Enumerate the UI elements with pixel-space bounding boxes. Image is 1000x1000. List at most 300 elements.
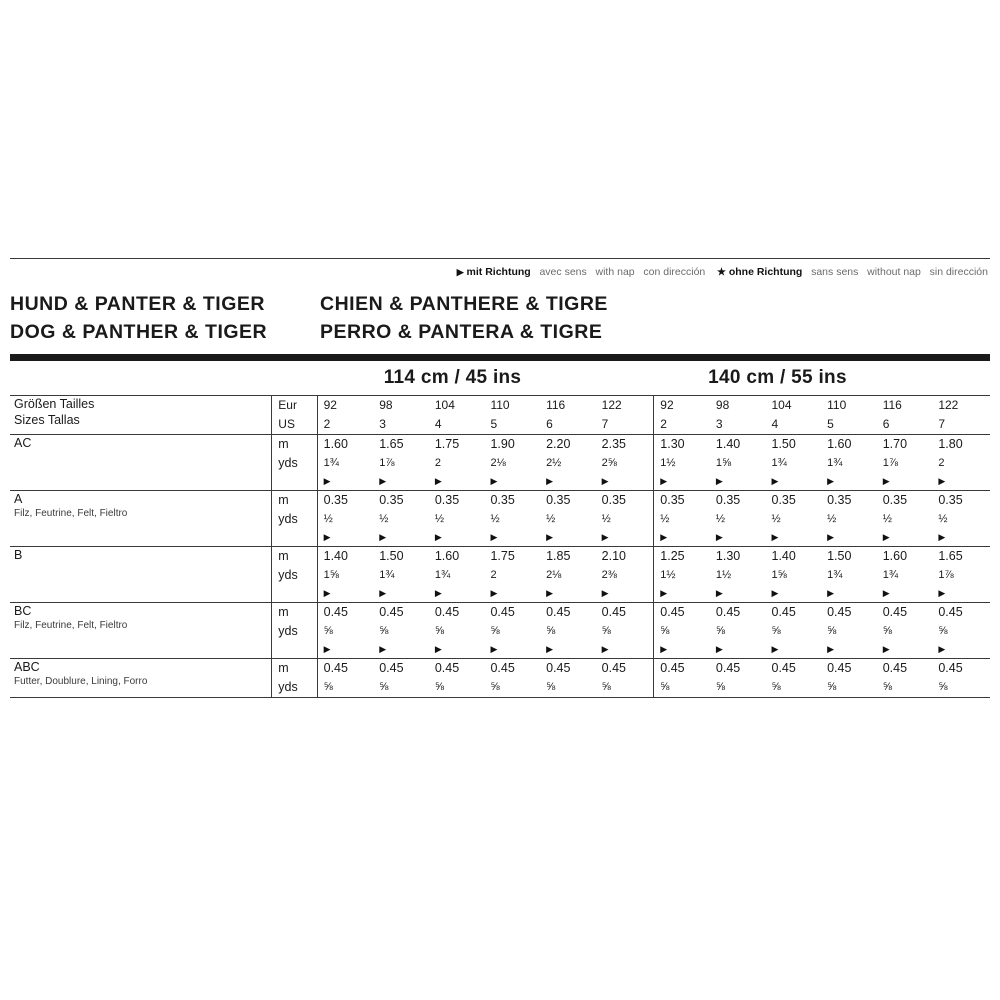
value-cell xyxy=(654,491,712,547)
sizes-header-row xyxy=(10,396,990,435)
size-us-right-6: 7 xyxy=(938,417,946,431)
meters-value: 2.35 xyxy=(601,437,627,451)
value-cell xyxy=(712,547,768,603)
yards-value: 1¾ xyxy=(323,457,339,469)
size-eur-right-1: 92 xyxy=(660,398,674,412)
value-cell xyxy=(542,435,598,491)
without-nap-de: ohne Richtung xyxy=(728,266,803,278)
nap-arrow-icon: ▶ xyxy=(660,532,668,542)
size-col-right-4 xyxy=(823,396,879,435)
nap-arrow-icon: ▶ xyxy=(434,588,442,598)
yards-value: ⅝ xyxy=(546,625,556,637)
meters-value: 0.35 xyxy=(434,493,460,507)
value-cell xyxy=(486,603,542,659)
nap-arrow-icon: ▶ xyxy=(601,476,609,486)
value-cell xyxy=(934,603,990,659)
value-cell xyxy=(486,547,542,603)
nap-arrow-icon: ▶ xyxy=(827,532,835,542)
value-cell xyxy=(598,435,654,491)
nap-arrow-icon: ▶ xyxy=(323,588,331,598)
nap-arrow-icon: ▶ xyxy=(938,644,946,654)
yards-value: ⅝ xyxy=(490,625,500,637)
size-col-right-6 xyxy=(934,396,990,435)
nap-arrow-icon: ▶ xyxy=(434,644,442,654)
yards-value: ½ xyxy=(434,513,445,525)
value-cell xyxy=(317,659,375,698)
value-cell xyxy=(431,659,487,698)
nap-legend xyxy=(10,265,990,280)
value-cell xyxy=(768,547,824,603)
without-nap-fr: sans sens xyxy=(811,266,859,278)
meters-value: 0.35 xyxy=(771,493,796,507)
yards-value: ⅝ xyxy=(379,625,389,637)
value-cell xyxy=(879,547,935,603)
size-eur-right-3: 104 xyxy=(771,398,792,412)
size-system-eur: Eur xyxy=(278,398,297,412)
yards-value: 2⅛ xyxy=(490,457,506,469)
nap-arrow-icon: ▶ xyxy=(715,588,723,598)
size-eur-left-3: 104 xyxy=(434,398,455,412)
meters-value: 1.60 xyxy=(434,549,460,563)
fabric-width-headers xyxy=(10,361,990,395)
nap-arrow-icon: ▶ xyxy=(323,644,331,654)
nap-arrow-icon: ▶ xyxy=(601,644,609,654)
meters-value: 0.45 xyxy=(660,661,685,675)
meters-value: 1.40 xyxy=(771,549,796,563)
fabric-width-left: 114 cm / 45 ins xyxy=(383,367,522,388)
meters-value: 0.35 xyxy=(938,493,963,507)
nap-arrow-icon: ▶ xyxy=(882,644,890,654)
meters-value: 0.35 xyxy=(379,493,404,507)
yards-value: ½ xyxy=(938,513,948,525)
size-us-left-2: 3 xyxy=(379,417,386,431)
with-nap-icon: ▶ xyxy=(456,267,464,278)
unit-cell xyxy=(272,659,317,698)
meters-value: 0.45 xyxy=(490,661,515,675)
title-en: DOG & PANTHER & TIGER xyxy=(10,321,268,343)
meters-value: 0.35 xyxy=(546,493,571,507)
title-fr: CHIEN & PANTHERE & TIGRE xyxy=(320,293,608,315)
value-cell xyxy=(375,491,431,547)
view-label: AC xyxy=(14,436,32,450)
yards-value: ⅝ xyxy=(379,681,389,693)
value-cell xyxy=(768,435,824,491)
value-cell xyxy=(431,603,487,659)
size-eur-left-6: 122 xyxy=(601,398,622,412)
nap-arrow-icon: ▶ xyxy=(546,532,553,542)
value-cell xyxy=(317,491,375,547)
value-cell xyxy=(712,491,768,547)
nap-arrow-icon: ▶ xyxy=(771,588,779,598)
yards-value: ⅝ xyxy=(434,681,445,693)
size-eur-right-4: 110 xyxy=(827,398,847,412)
meters-value: 1.40 xyxy=(323,549,348,563)
yards-value: ½ xyxy=(827,513,837,525)
meters-value: 1.60 xyxy=(827,437,852,451)
value-cell xyxy=(598,491,654,547)
yards-value: 1⅞ xyxy=(882,457,899,469)
view-label: A xyxy=(14,492,23,506)
pattern-titles xyxy=(10,290,990,350)
yards-value: 2 xyxy=(434,457,441,469)
row-label-cell xyxy=(10,603,272,659)
nap-arrow-icon: ▶ xyxy=(771,644,779,654)
size-col-left-5 xyxy=(542,396,598,435)
value-cell xyxy=(879,435,935,491)
meters-value: 0.45 xyxy=(434,605,460,619)
yards-value: ⅝ xyxy=(546,681,556,693)
yards-value: 2½ xyxy=(546,457,562,469)
size-eur-left-1: 92 xyxy=(323,398,337,412)
meters-value: 1.65 xyxy=(938,549,963,563)
size-eur-left-5: 116 xyxy=(546,398,566,412)
nap-arrow-icon: ▶ xyxy=(715,476,723,486)
meters-value: 1.50 xyxy=(771,437,796,451)
meters-value: 2.10 xyxy=(601,549,627,563)
size-eur-right-6: 122 xyxy=(938,398,959,412)
meters-value: 0.45 xyxy=(715,661,741,675)
yards-value: ⅝ xyxy=(771,681,781,693)
meters-value: 0.35 xyxy=(827,493,852,507)
sizes-system-column xyxy=(272,396,317,435)
yards-value: 1½ xyxy=(660,457,676,469)
meters-value: 0.45 xyxy=(827,605,852,619)
value-cell xyxy=(542,659,598,698)
size-us-left-6: 7 xyxy=(601,417,609,431)
nap-arrow-icon: ▶ xyxy=(771,532,779,542)
nap-arrow-icon: ▶ xyxy=(490,644,498,654)
yards-value: 1⅝ xyxy=(771,569,787,581)
nap-arrow-icon: ▶ xyxy=(660,588,668,598)
yards-value: ⅝ xyxy=(771,625,781,637)
value-cell xyxy=(823,603,879,659)
meters-value: 0.45 xyxy=(715,605,741,619)
unit-yards: yds xyxy=(278,624,298,638)
yards-value: ⅝ xyxy=(601,681,611,693)
nap-arrow-icon: ▶ xyxy=(715,532,723,542)
meters-value: 1.50 xyxy=(379,549,404,563)
yards-value: 2⅝ xyxy=(601,457,617,469)
nap-arrow-icon: ▶ xyxy=(715,644,723,654)
size-col-right-1 xyxy=(654,396,712,435)
nap-arrow-icon: ▶ xyxy=(379,532,387,542)
yards-value: 1½ xyxy=(660,569,676,581)
value-cell xyxy=(823,435,879,491)
value-cell xyxy=(654,547,712,603)
without-nap-es: sin dirección xyxy=(929,266,988,278)
unit-yards: yds xyxy=(278,680,298,694)
size-col-left-3 xyxy=(431,396,487,435)
value-cell xyxy=(654,603,712,659)
yards-value: ⅝ xyxy=(938,681,948,693)
nap-arrow-icon: ▶ xyxy=(882,476,890,486)
view-label: B xyxy=(14,548,23,562)
size-col-right-5 xyxy=(879,396,935,435)
fabric-note: Filz, Feutrine, Felt, Fieltro xyxy=(14,620,128,631)
meters-value: 1.75 xyxy=(434,437,460,451)
yards-value: ⅝ xyxy=(434,625,445,637)
nap-arrow-icon: ▶ xyxy=(938,476,946,486)
row-label-cell xyxy=(10,435,272,491)
table-row xyxy=(10,603,990,659)
yards-value: ⅝ xyxy=(660,681,670,693)
nap-arrow-icon: ▶ xyxy=(546,644,553,654)
yards-value: ½ xyxy=(882,513,892,525)
meters-value: 0.45 xyxy=(546,605,571,619)
value-cell xyxy=(712,435,768,491)
size-eur-left-2: 98 xyxy=(379,398,393,412)
row-label-cell xyxy=(10,547,272,603)
table-row xyxy=(10,435,990,491)
unit-meters: m xyxy=(278,437,289,451)
meters-value: 0.45 xyxy=(660,605,685,619)
meters-value: 0.45 xyxy=(546,661,571,675)
size-eur-left-4: 110 xyxy=(490,398,510,412)
yards-value: 1¾ xyxy=(827,457,843,469)
meters-value: 1.30 xyxy=(715,549,741,563)
value-cell xyxy=(879,659,935,698)
fabric-note: Futter, Doublure, Lining, Forro xyxy=(14,676,148,687)
value-cell xyxy=(934,491,990,547)
sizes-header-label xyxy=(10,396,272,435)
size-col-left-6 xyxy=(598,396,654,435)
nap-arrow-icon: ▶ xyxy=(938,588,946,598)
title-es: PERRO & PANTERA & TIGRE xyxy=(320,321,603,343)
yards-value: ⅝ xyxy=(882,625,892,637)
nap-arrow-icon: ▶ xyxy=(660,644,668,654)
value-cell xyxy=(934,547,990,603)
value-cell xyxy=(712,603,768,659)
with-nap-fr: avec sens xyxy=(539,266,587,278)
nap-arrow-icon: ▶ xyxy=(827,644,835,654)
unit-yards: yds xyxy=(278,512,298,526)
yards-value: ⅝ xyxy=(323,625,333,637)
nap-arrow-icon: ▶ xyxy=(601,588,609,598)
value-cell xyxy=(823,659,879,698)
size-col-right-2 xyxy=(712,396,768,435)
meters-value: 1.60 xyxy=(323,437,348,451)
nap-arrow-icon: ▶ xyxy=(882,532,890,542)
title-underline xyxy=(10,354,990,361)
unit-cell xyxy=(272,491,317,547)
value-cell xyxy=(823,547,879,603)
meters-value: 0.45 xyxy=(601,661,627,675)
fabric-requirements-table xyxy=(10,395,990,698)
yards-value: ⅝ xyxy=(490,681,500,693)
unit-yards: yds xyxy=(278,456,298,470)
yards-value: 1¾ xyxy=(882,569,899,581)
value-cell xyxy=(375,603,431,659)
value-cell xyxy=(654,659,712,698)
nap-arrow-icon: ▶ xyxy=(771,476,779,486)
value-cell xyxy=(768,659,824,698)
size-us-right-5: 6 xyxy=(882,417,890,431)
nap-arrow-icon: ▶ xyxy=(490,532,498,542)
unit-meters: m xyxy=(278,493,289,507)
yards-value: 1¾ xyxy=(379,569,395,581)
fabric-width-right: 140 cm / 55 ins xyxy=(708,367,847,388)
meters-value: 1.25 xyxy=(660,549,685,563)
nap-arrow-icon: ▶ xyxy=(379,644,387,654)
value-cell xyxy=(654,435,712,491)
nap-arrow-icon: ▶ xyxy=(601,532,609,542)
nap-arrow-icon: ▶ xyxy=(490,476,498,486)
meters-value: 1.75 xyxy=(490,549,515,563)
meters-value: 1.30 xyxy=(660,437,685,451)
meters-value: 0.45 xyxy=(379,605,404,619)
meters-value: 1.80 xyxy=(938,437,963,451)
yards-value: ⅝ xyxy=(715,625,726,637)
yards-value: ⅝ xyxy=(827,625,837,637)
size-col-left-2 xyxy=(375,396,431,435)
value-cell xyxy=(375,547,431,603)
yards-value: 1⅝ xyxy=(715,457,732,469)
value-cell xyxy=(879,491,935,547)
value-cell xyxy=(317,435,375,491)
nap-arrow-icon: ▶ xyxy=(379,588,387,598)
size-col-right-3 xyxy=(768,396,824,435)
meters-value: 0.45 xyxy=(434,661,460,675)
sizes-label-de-fr: Größen Tailles xyxy=(14,397,95,411)
value-cell xyxy=(823,491,879,547)
value-cell xyxy=(598,659,654,698)
value-cell xyxy=(768,491,824,547)
title-line-english xyxy=(10,318,990,346)
nap-arrow-icon: ▶ xyxy=(827,476,835,486)
title-de: HUND & PANTER & TIGER xyxy=(10,293,265,315)
meters-value: 2.20 xyxy=(546,437,571,451)
yards-value: 2⅛ xyxy=(546,569,562,581)
meters-value: 0.45 xyxy=(938,661,963,675)
yards-value: ⅝ xyxy=(601,625,611,637)
size-system-us: US xyxy=(278,417,295,431)
meters-value: 0.35 xyxy=(660,493,685,507)
unit-meters: m xyxy=(278,549,289,563)
value-cell xyxy=(431,491,487,547)
without-nap-icon: ★ xyxy=(716,267,726,278)
nap-arrow-icon: ▶ xyxy=(490,588,498,598)
meters-value: 0.45 xyxy=(882,661,908,675)
fabric-requirements-sheet xyxy=(10,258,990,698)
view-label: ABC xyxy=(14,660,40,674)
size-us-left-5: 6 xyxy=(546,417,553,431)
with-nap-es: con dirección xyxy=(643,266,706,278)
nap-arrow-icon: ▶ xyxy=(827,588,835,598)
fabric-note: Filz, Feutrine, Felt, Fieltro xyxy=(14,508,128,519)
yards-value: ⅝ xyxy=(323,681,333,693)
yards-value: ½ xyxy=(715,513,726,525)
meters-value: 0.35 xyxy=(882,493,908,507)
meters-value: 0.45 xyxy=(379,661,404,675)
value-cell xyxy=(712,659,768,698)
yards-value: ⅝ xyxy=(882,681,892,693)
yards-value: 1⅞ xyxy=(379,457,395,469)
value-cell xyxy=(486,491,542,547)
nap-arrow-icon: ▶ xyxy=(434,476,442,486)
nap-arrow-icon: ▶ xyxy=(660,476,668,486)
without-nap-en: without nap xyxy=(867,266,921,278)
yards-value: ½ xyxy=(660,513,670,525)
value-cell xyxy=(934,659,990,698)
yards-value: ⅝ xyxy=(938,625,948,637)
unit-meters: m xyxy=(278,605,289,619)
meters-value: 0.35 xyxy=(601,493,627,507)
meters-value: 1.65 xyxy=(379,437,404,451)
size-eur-right-5: 116 xyxy=(882,398,902,412)
size-us-right-1: 2 xyxy=(660,417,667,431)
yards-value: ½ xyxy=(601,513,611,525)
size-us-left-1: 2 xyxy=(323,417,331,431)
meters-value: 1.70 xyxy=(882,437,908,451)
nap-arrow-icon: ▶ xyxy=(546,476,553,486)
meters-value: 1.50 xyxy=(827,549,852,563)
title-line-german xyxy=(10,290,990,318)
unit-cell xyxy=(272,547,317,603)
size-eur-right-2: 98 xyxy=(715,398,730,412)
table-row xyxy=(10,659,990,698)
meters-value: 0.45 xyxy=(323,661,348,675)
value-cell xyxy=(486,435,542,491)
row-label-cell xyxy=(10,659,272,698)
yards-value: 1⅞ xyxy=(938,569,954,581)
view-label: BC xyxy=(14,604,32,618)
nap-arrow-icon: ▶ xyxy=(546,588,553,598)
yards-value: ⅝ xyxy=(827,681,837,693)
value-cell xyxy=(768,603,824,659)
row-label-cell xyxy=(10,491,272,547)
yards-value: ½ xyxy=(771,513,781,525)
yards-value: 1⅝ xyxy=(323,569,339,581)
yards-value: 2 xyxy=(490,569,497,581)
nap-arrow-icon: ▶ xyxy=(882,588,890,598)
yards-value: ½ xyxy=(546,513,556,525)
meters-value: 0.35 xyxy=(323,493,348,507)
value-cell xyxy=(317,547,375,603)
yards-value: 1¾ xyxy=(771,457,787,469)
yards-value: 1½ xyxy=(715,569,732,581)
meters-value: 1.40 xyxy=(715,437,741,451)
size-us-right-2: 3 xyxy=(715,417,723,431)
value-cell xyxy=(879,603,935,659)
yards-value: 1¾ xyxy=(434,569,451,581)
meters-value: 1.90 xyxy=(490,437,515,451)
meters-value: 0.35 xyxy=(490,493,515,507)
size-col-left-4 xyxy=(486,396,542,435)
nap-arrow-icon: ▶ xyxy=(379,476,387,486)
nap-arrow-icon: ▶ xyxy=(434,532,442,542)
with-nap-de: mit Richtung xyxy=(466,266,531,278)
unit-cell xyxy=(272,435,317,491)
value-cell xyxy=(486,659,542,698)
with-nap-en: with nap xyxy=(595,266,635,278)
yards-value: ½ xyxy=(323,513,333,525)
yards-value: 2⅜ xyxy=(601,569,617,581)
value-cell xyxy=(542,547,598,603)
table-row xyxy=(10,491,990,547)
value-cell xyxy=(598,603,654,659)
meters-value: 0.45 xyxy=(771,661,796,675)
meters-value: 0.45 xyxy=(882,605,908,619)
size-us-left-4: 5 xyxy=(490,417,498,431)
yards-value: 1¾ xyxy=(827,569,843,581)
size-us-right-3: 4 xyxy=(771,417,779,431)
meters-value: 0.45 xyxy=(938,605,963,619)
size-us-right-4: 5 xyxy=(827,417,834,431)
unit-cell xyxy=(272,603,317,659)
meters-value: 0.45 xyxy=(827,661,852,675)
meters-value: 1.60 xyxy=(882,549,908,563)
yards-value: ⅝ xyxy=(715,681,726,693)
